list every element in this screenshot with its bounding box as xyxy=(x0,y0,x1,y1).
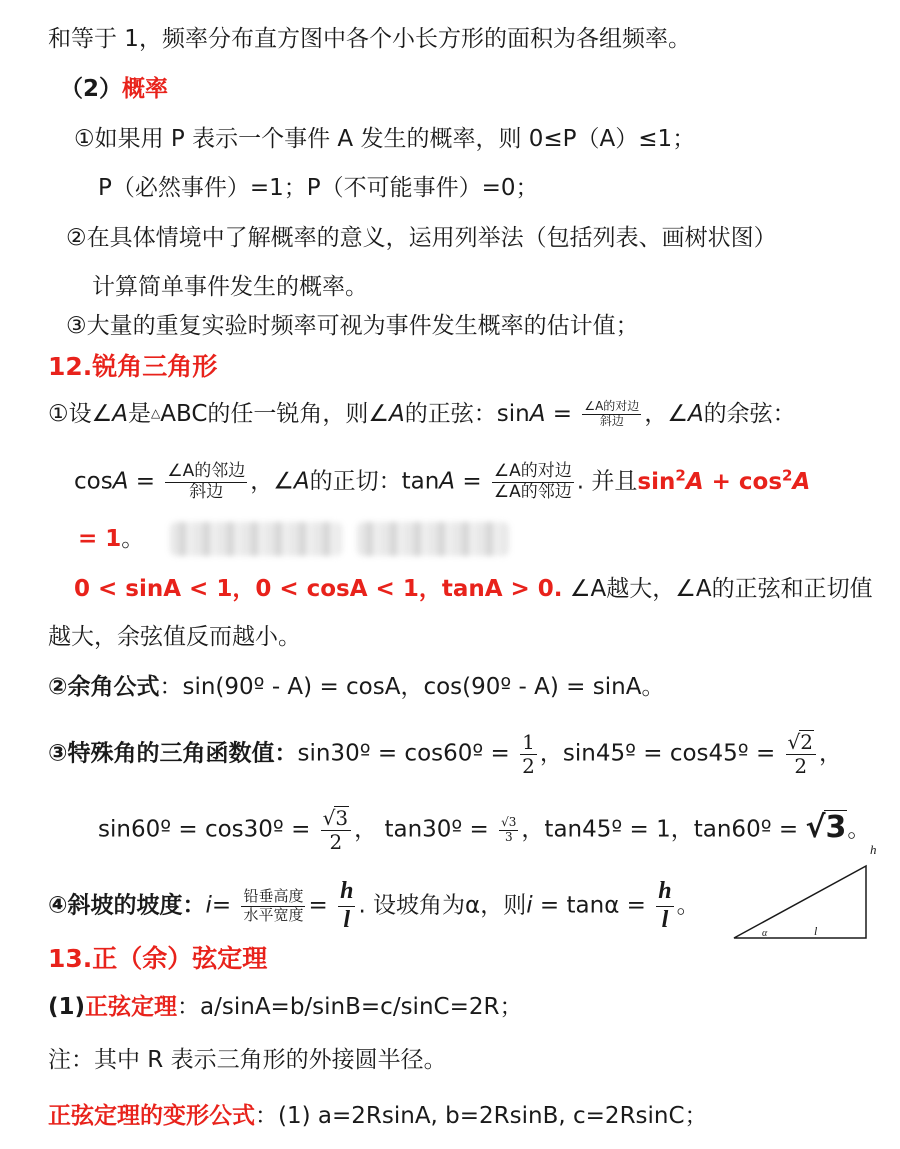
slope-denominator: 水平宽度 xyxy=(243,905,304,924)
radicand: 3 xyxy=(825,809,847,845)
blurred-watermark xyxy=(357,522,509,556)
var-a: A xyxy=(439,468,456,495)
half-numerator: 1 xyxy=(522,729,535,754)
range-formula: 0 < sinA < 1，0 < cosA < 1，tanA > 0. xyxy=(74,576,563,602)
text-line-prob-1b: P（必然事件）=1；P（不可能事件）=0； xyxy=(98,175,539,201)
text-line-sine-law-variants xyxy=(48,1099,708,1133)
var-a: A xyxy=(687,401,704,427)
text-segment: = tanα = xyxy=(532,892,646,919)
text-segment: 。 xyxy=(676,892,700,919)
variant-formula: ：(1) a=2RsinA, b=2RsinB, c=2RsinC； xyxy=(255,1103,708,1129)
tan30-denominator: 3 xyxy=(504,829,513,844)
tan-label: tan xyxy=(401,468,440,495)
identity-exponent: 2 xyxy=(782,466,793,484)
text-segment: 。 xyxy=(847,816,871,843)
half-fraction xyxy=(520,731,537,778)
sin-fraction xyxy=(582,400,641,429)
sin-denominator: 斜边 xyxy=(599,414,624,428)
complementary-label: ②余角公式 xyxy=(48,674,160,700)
special-label: ③特殊角的三角函数值： xyxy=(48,740,298,767)
tan-denominator: ∠A的邻边 xyxy=(493,481,572,502)
text-line-trig-def-1: ①设∠A是△ABC的任一锐角，则∠A的正弦：sinA = $\frac{\text{∠A的对边}}{\text{斜边}}$ ，∠A的余弦： xyxy=(48,399,796,428)
heading-title: 概率 xyxy=(122,76,169,102)
l-denominator: l xyxy=(661,906,669,933)
text-line-sine-law xyxy=(48,990,522,1024)
l-denominator: l xyxy=(343,906,351,933)
var-a: A xyxy=(685,468,704,495)
text-segment: ABC的任一锐角，则∠ xyxy=(160,401,390,427)
slope-fraction xyxy=(241,888,305,924)
identity-sin: sin xyxy=(637,468,676,495)
radicand: 3 xyxy=(335,806,349,830)
sine-law-formula: ：a/sinA=b/sinB=c/sinC=2R； xyxy=(177,994,523,1020)
h-numerator: h xyxy=(338,878,355,907)
complementary-formula: sin(90º - A) = cosA，cos(90º - A) = sinA。 xyxy=(182,674,665,700)
sine-law-number: (1) xyxy=(48,994,86,1020)
figure-label-alpha: α xyxy=(762,928,768,939)
cos-fraction xyxy=(165,462,247,502)
var-a: A xyxy=(389,401,405,427)
text-segment: 。 xyxy=(121,526,145,552)
text-segment: = xyxy=(211,892,232,919)
tan30-numerator: √3 xyxy=(501,814,517,829)
identity-result: = 1 xyxy=(78,526,122,552)
root2-numerator xyxy=(786,730,816,755)
text-segment: 的余弦： xyxy=(703,401,796,427)
text-segment: ，∠ xyxy=(644,401,688,427)
variant-label: 正弦定理的变形公式 xyxy=(48,1103,255,1129)
right-triangle-shape xyxy=(734,866,866,938)
tan-fraction xyxy=(492,462,574,502)
var-a: A xyxy=(112,401,128,427)
text-segment: = xyxy=(308,892,328,919)
var-i: i xyxy=(526,892,533,919)
text-segment: . 并且 xyxy=(576,468,638,495)
sin-numerator: ∠A的对边 xyxy=(584,399,640,414)
h-over-l-fraction xyxy=(338,878,355,934)
text-line-trig-range xyxy=(74,572,873,606)
text-line-prob-3: ③大量的重复实验时频率可视为事件发生概率的估计值； xyxy=(66,313,639,339)
tan30-fraction xyxy=(499,816,518,845)
text-line-complementary xyxy=(48,670,664,704)
text-segment: . 设坡角为α，则 xyxy=(358,892,527,919)
identity-formula xyxy=(637,466,811,495)
half-denominator: 2 xyxy=(522,753,535,778)
root2-fraction xyxy=(786,730,816,778)
text-line-trig-range-2: 越大，余弦值反而越小。 xyxy=(48,624,301,650)
h-numerator: h xyxy=(656,878,673,907)
text-line-prob-2: ②在具体情境中了解概率的意义，运用列举法（包括列表、画树状图） xyxy=(66,225,777,251)
sqrt-symbol: √2 xyxy=(787,730,814,754)
identity-plus: + xyxy=(703,468,739,495)
text-line-identity-result xyxy=(78,522,144,556)
sin-label: sin xyxy=(496,401,530,427)
var-i: i xyxy=(205,892,212,919)
var-a: A xyxy=(112,468,129,495)
identity-cos: cos xyxy=(738,468,783,495)
cos-label: cos xyxy=(74,468,113,495)
text-segment: ，∠ xyxy=(250,468,294,495)
figure-label-l: l xyxy=(814,924,818,938)
var-a: A xyxy=(529,401,546,427)
heading-number: （2） xyxy=(60,76,123,102)
text-segment: ∠A越大，∠A的正弦和正切值 xyxy=(562,576,873,602)
text-segment: ①设∠ xyxy=(48,401,113,427)
text-segment: ， xyxy=(819,740,843,767)
root3-denominator: 2 xyxy=(329,830,343,854)
text-segment: ， tan30º = xyxy=(354,816,489,843)
tan60-root: √3 xyxy=(805,809,847,845)
radicand: 2 xyxy=(800,730,814,754)
figure-label-h: h xyxy=(870,842,877,857)
slope-triangle-figure xyxy=(722,836,882,944)
var-a: A xyxy=(792,468,811,495)
slope-label: ④斜坡的坡度： xyxy=(48,892,206,919)
slope-numerator: 铅垂高度 xyxy=(243,887,304,906)
text-line-frequency: 和等于 1，频率分布直方图中各个小长方形的面积为各组频率。 xyxy=(48,26,691,52)
text-segment: 的正切： xyxy=(309,468,402,495)
section-heading-acute-triangle: 12.锐角三角形 xyxy=(48,352,218,381)
text-line-note: 注：其中 R 表示三角形的外接圆半径。 xyxy=(48,1047,447,1073)
sqrt-symbol: √3 xyxy=(322,806,349,830)
text-segment: 的正弦： xyxy=(404,401,497,427)
blurred-watermark xyxy=(170,522,342,556)
section-heading-probability xyxy=(60,72,168,106)
text-line-prob-2b: 计算简单事件发生的概率。 xyxy=(92,274,368,300)
text-line-special-values-1 xyxy=(48,730,842,778)
text-line-slope xyxy=(48,878,700,934)
cos-denominator: 斜边 xyxy=(189,481,224,502)
root2-denominator: 2 xyxy=(794,754,808,778)
root3-numerator xyxy=(321,806,351,831)
text-line-prob-1: ①如果用 P 表示一个事件 A 发生的概率，则 0≤P（A）≤1； xyxy=(74,126,696,152)
text-segment: sin30º = cos60º = xyxy=(297,740,510,767)
text-segment: ，sin45º = cos45º = xyxy=(539,740,776,767)
tan-numerator: ∠A的对边 xyxy=(493,461,572,482)
text-segment: ，tan45º = 1，tan60º = xyxy=(521,816,799,843)
triangle-icon: △ xyxy=(150,406,161,420)
cos-numerator: ∠A的邻边 xyxy=(167,461,246,482)
h-over-l-fraction xyxy=(656,878,673,934)
identity-exponent: 2 xyxy=(675,466,686,484)
root3-fraction xyxy=(321,806,351,854)
section-heading-sine-cosine-law: 13.正（余）弦定理 xyxy=(48,944,268,973)
text-segment: ： xyxy=(159,674,183,700)
text-line-trig-def-2: cosA = $\frac{\text{∠A的邻边}}{\text{斜边}}$ ，∠A的正切：tanA = $\frac{\text{∠A的对边}}{\text{∠A的邻边}}$ . 并且$\sin^2A + \cos^2A$ xyxy=(74,461,811,502)
text-segment: sin60º = cos30º = xyxy=(98,816,311,843)
sine-law-label: 正弦定理 xyxy=(85,994,178,1020)
text-segment: 是 xyxy=(127,401,151,427)
var-a: A xyxy=(293,468,310,495)
